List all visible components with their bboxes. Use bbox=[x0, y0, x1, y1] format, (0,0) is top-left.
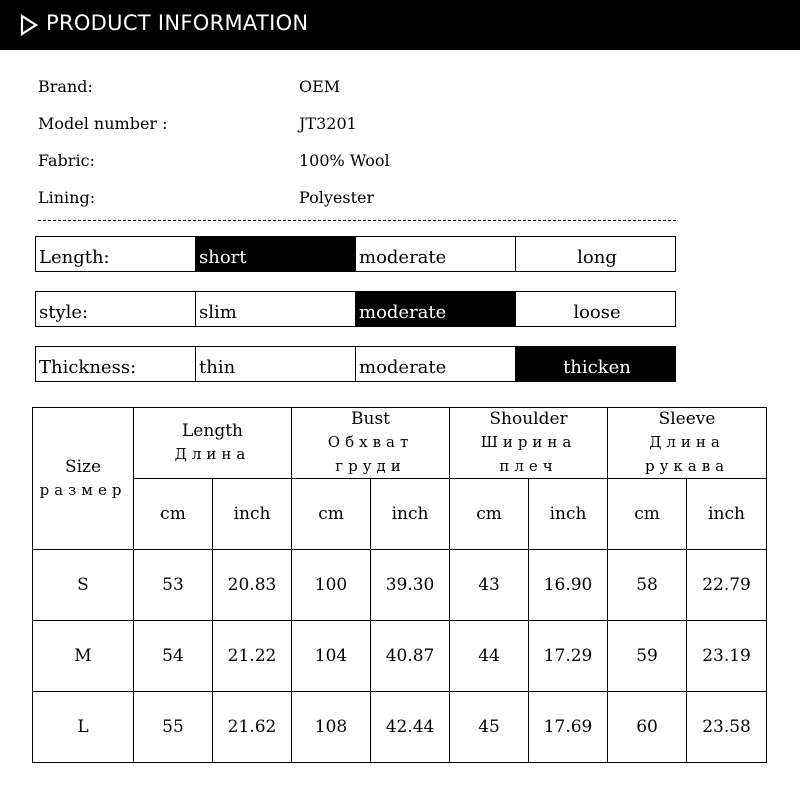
size-cell: S bbox=[33, 550, 134, 621]
unit-header-inch: inch bbox=[529, 479, 608, 550]
option-choice-thicken: thicken bbox=[516, 347, 676, 382]
section-title: PRODUCT INFORMATION bbox=[46, 11, 309, 35]
value-cell: 21.22 bbox=[213, 621, 292, 692]
section-header bbox=[0, 0, 800, 50]
option-choice-slim: slim bbox=[196, 292, 356, 327]
option-choice-thin: thin bbox=[196, 347, 356, 382]
group-header-en: Bust bbox=[351, 409, 391, 429]
group-header-ru: Ширина плеч bbox=[480, 433, 577, 475]
value-cell: 40.87 bbox=[371, 621, 450, 692]
info-value: Polyester bbox=[299, 188, 375, 207]
value-cell: 42.44 bbox=[371, 692, 450, 763]
unit-header-cm: cm bbox=[134, 479, 213, 550]
value-cell: 22.79 bbox=[687, 550, 767, 621]
option-length bbox=[35, 236, 676, 272]
size-cell: M bbox=[33, 621, 134, 692]
info-label: Lining: bbox=[38, 188, 96, 207]
table-row bbox=[33, 621, 767, 692]
value-cell: 45 bbox=[450, 692, 529, 763]
value-cell: 59 bbox=[608, 621, 687, 692]
group-header-en: Length bbox=[182, 421, 243, 441]
group-header-bust bbox=[292, 408, 450, 479]
unit-header-inch: inch bbox=[371, 479, 450, 550]
unit-header-cm: cm bbox=[450, 479, 529, 550]
info-label: Fabric: bbox=[38, 151, 95, 170]
option-label: style: bbox=[36, 292, 196, 327]
size-header-ru: размер bbox=[39, 480, 127, 499]
option-choice-loose: loose bbox=[516, 292, 676, 327]
group-header-en: Sleeve bbox=[658, 409, 716, 429]
value-cell: 44 bbox=[450, 621, 529, 692]
value-cell: 23.19 bbox=[687, 621, 767, 692]
unit-header-inch: inch bbox=[687, 479, 767, 550]
unit-header-inch: inch bbox=[213, 479, 292, 550]
option-choice-long: long bbox=[516, 237, 676, 272]
option-label: Length: bbox=[36, 237, 196, 272]
value-cell: 55 bbox=[134, 692, 213, 763]
group-header-sleeve bbox=[608, 408, 767, 479]
info-value: 100% Wool bbox=[299, 151, 390, 170]
value-cell: 108 bbox=[292, 692, 371, 763]
size-chart-table bbox=[32, 407, 767, 763]
group-header-en: Shoulder bbox=[489, 409, 568, 429]
value-cell: 60 bbox=[608, 692, 687, 763]
unit-header-cm: cm bbox=[608, 479, 687, 550]
value-cell: 104 bbox=[292, 621, 371, 692]
option-choice-short: short bbox=[196, 237, 356, 272]
size-header-en: Size bbox=[64, 456, 102, 477]
unit-header-cm: cm bbox=[292, 479, 371, 550]
group-header-ru: Длина bbox=[174, 445, 251, 463]
value-cell: 23.58 bbox=[687, 692, 767, 763]
value-cell: 43 bbox=[450, 550, 529, 621]
value-cell: 58 bbox=[608, 550, 687, 621]
value-cell: 21.62 bbox=[213, 692, 292, 763]
group-header-ru: Длина рукава bbox=[644, 433, 730, 475]
value-cell: 16.90 bbox=[529, 550, 608, 621]
option-choice-moderate: moderate bbox=[356, 292, 516, 327]
group-header-length bbox=[134, 408, 292, 479]
play-triangle-icon bbox=[20, 14, 38, 36]
info-label: Brand: bbox=[38, 77, 93, 96]
info-label: Model number : bbox=[38, 114, 168, 133]
group-header-shoulder bbox=[450, 408, 608, 479]
value-cell: 54 bbox=[134, 621, 213, 692]
value-cell: 17.69 bbox=[529, 692, 608, 763]
value-cell: 20.83 bbox=[213, 550, 292, 621]
group-header-ru: Обхват груди bbox=[327, 433, 414, 475]
value-cell: 53 bbox=[134, 550, 213, 621]
info-value: OEM bbox=[299, 77, 341, 96]
option-style bbox=[35, 291, 676, 327]
size-cell: L bbox=[33, 692, 134, 763]
value-cell: 39.30 bbox=[371, 550, 450, 621]
option-choice-moderate: moderate bbox=[356, 347, 516, 382]
dashed-divider bbox=[38, 220, 676, 221]
value-cell: 17.29 bbox=[529, 621, 608, 692]
table-row bbox=[33, 692, 767, 763]
value-cell: 100 bbox=[292, 550, 371, 621]
info-value: JT3201 bbox=[299, 114, 357, 133]
table-row bbox=[33, 550, 767, 621]
option-thickness bbox=[35, 346, 676, 382]
option-choice-moderate: moderate bbox=[356, 237, 516, 272]
size-header-cell bbox=[33, 408, 134, 550]
option-label: Thickness: bbox=[36, 347, 196, 382]
